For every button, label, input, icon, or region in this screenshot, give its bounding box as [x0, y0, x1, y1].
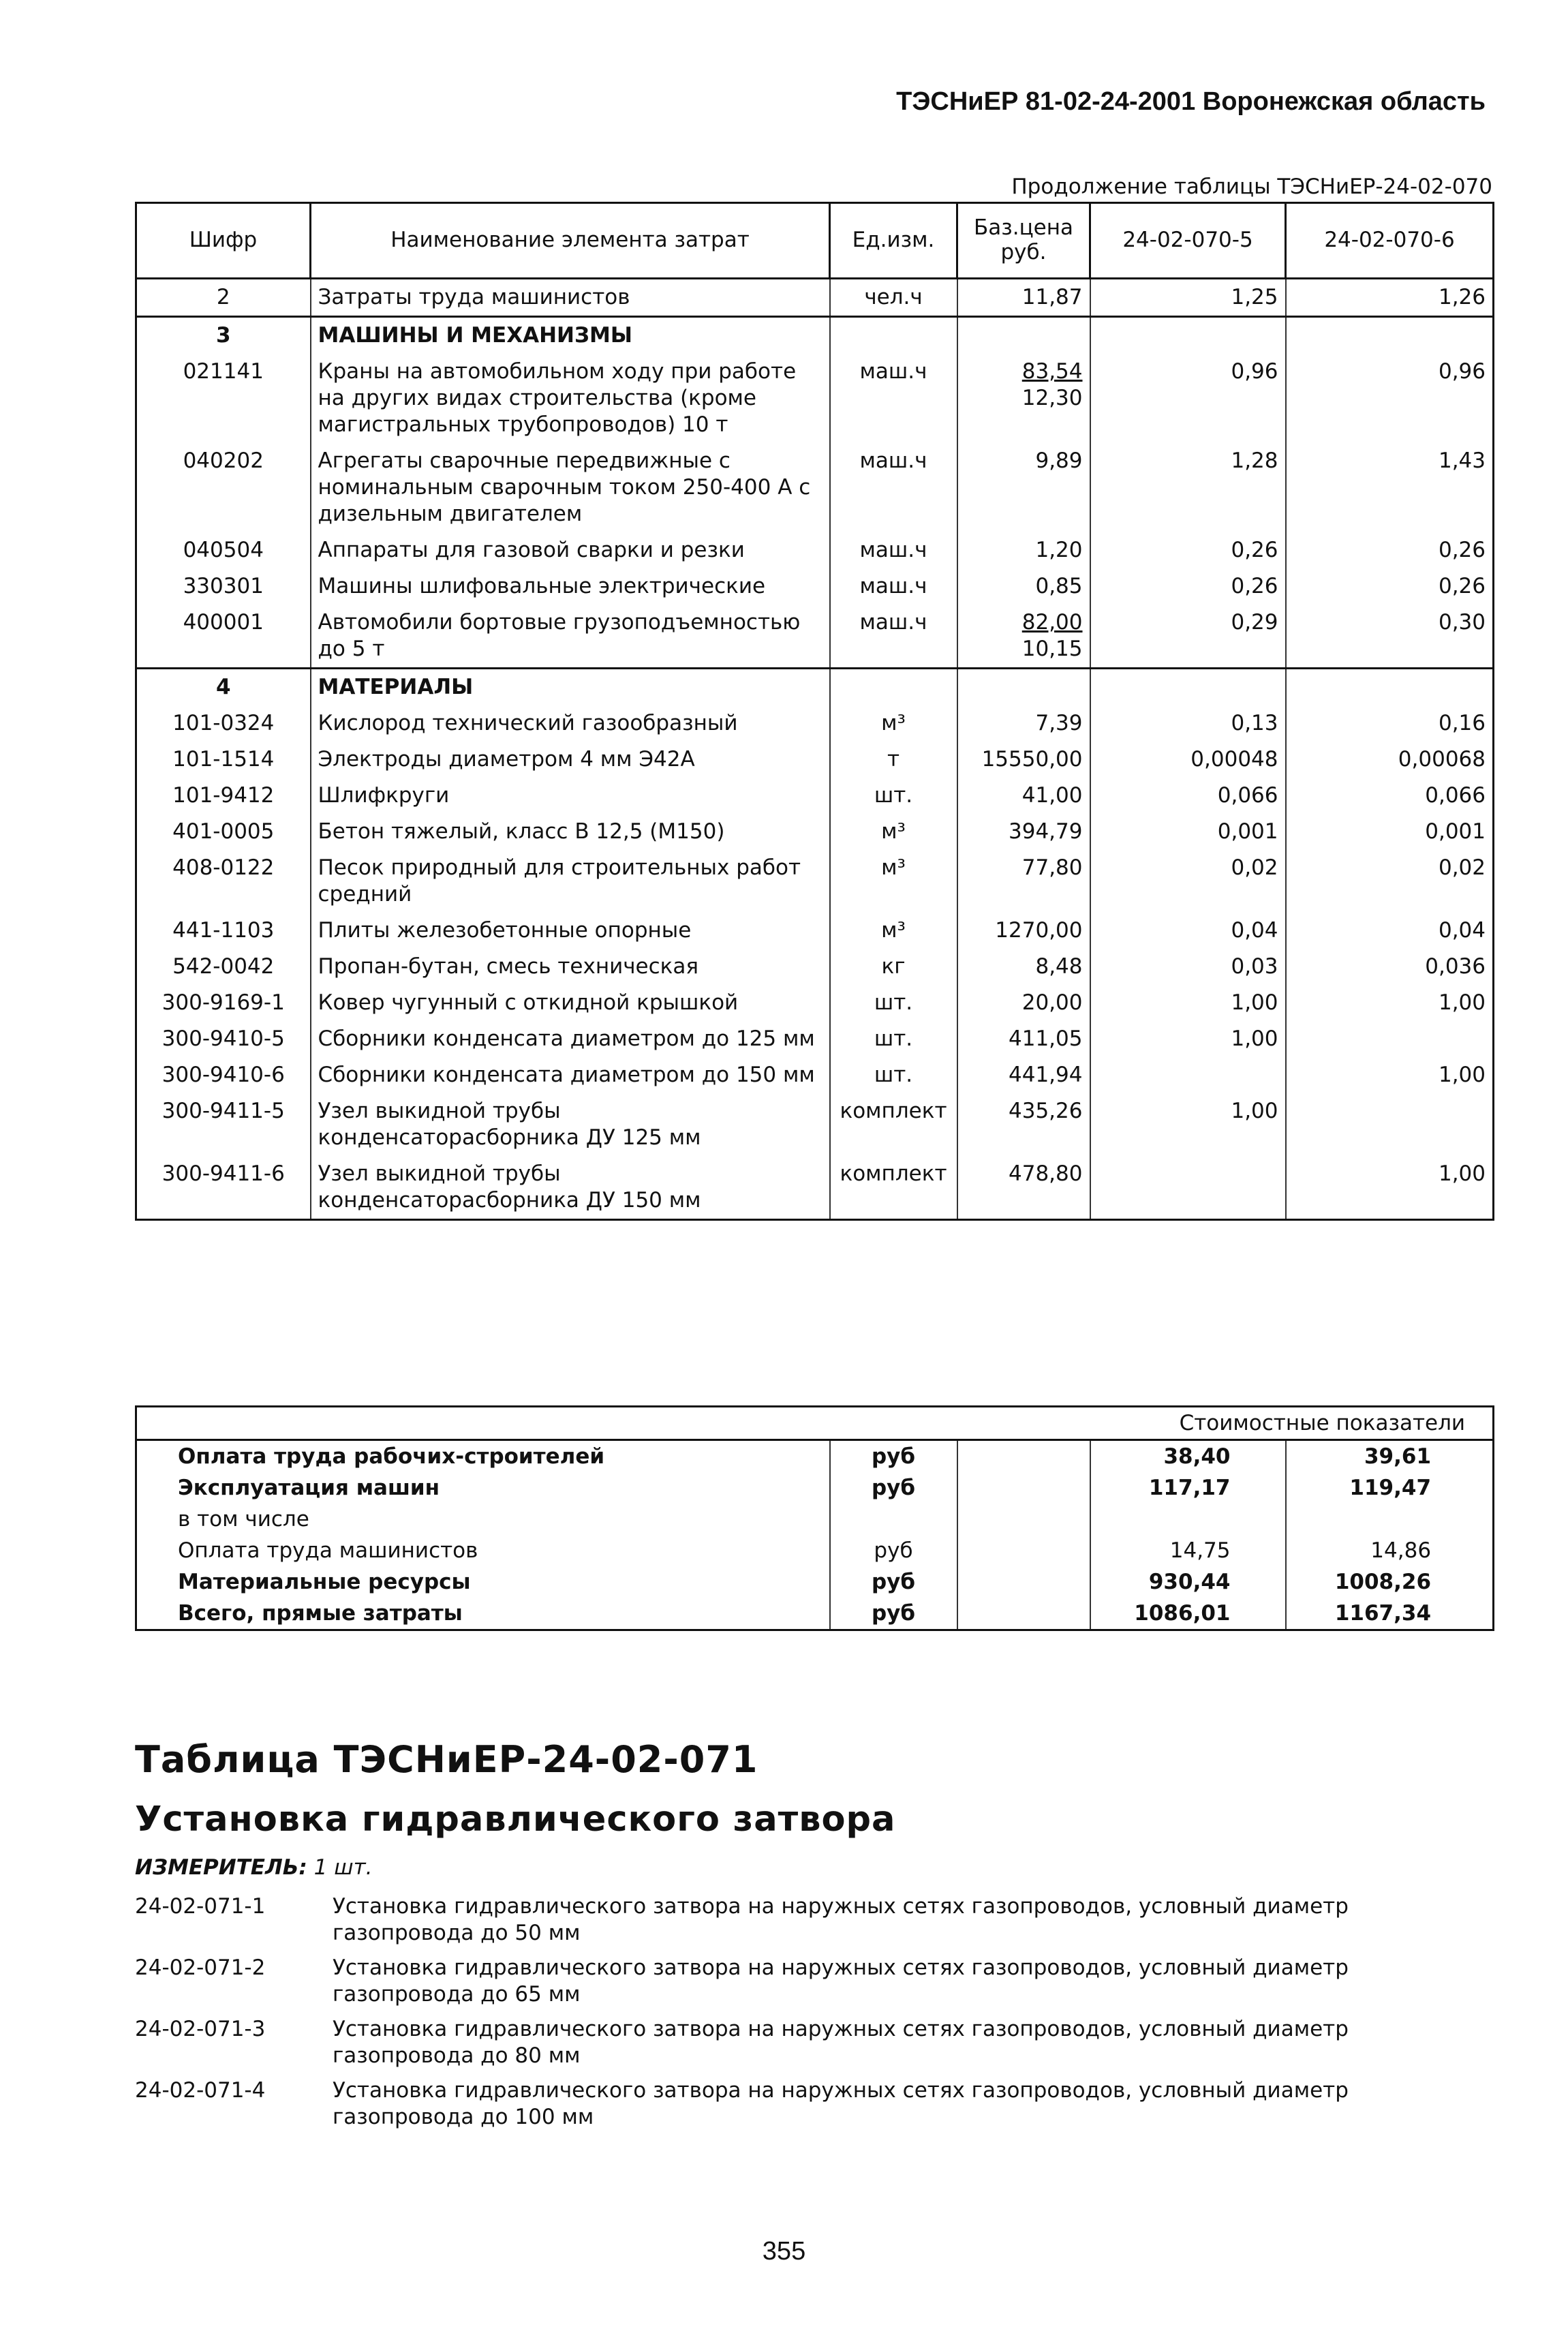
table-continuation-label: Продолжение таблицы ТЭСНиЕР-24-02-070 — [1011, 174, 1492, 199]
price-value: 1,20 — [1035, 538, 1083, 562]
cell-070-5: 0,26 — [1090, 568, 1286, 605]
meter-value: 1 шт. — [313, 1855, 373, 1880]
page-header-title: ТЭСНиЕР 81-02-24-2001 Воронежская область — [896, 87, 1486, 116]
price-value: 77,80 — [1021, 855, 1083, 880]
table-row — [136, 605, 1494, 669]
next-table-subtitle: Установка гидравлического затвора — [135, 1799, 896, 1840]
cell-unit: маш.ч — [830, 443, 957, 532]
summary-unit: руб — [830, 1598, 957, 1630]
cell-code: 021141 — [136, 354, 311, 443]
cell-070-5 — [1090, 1057, 1286, 1093]
cell-name: Узел выкидной трубы конденсаторасборника ДУ 125 мм — [311, 1093, 830, 1156]
cell-070-6 — [1286, 317, 1494, 354]
table-row — [136, 705, 1494, 742]
cell-code: 4 — [136, 669, 311, 706]
summary-row — [136, 1566, 1494, 1598]
cell-price — [957, 279, 1090, 317]
cell-unit: маш.ч — [830, 354, 957, 443]
cell-070-5: 0,13 — [1090, 705, 1286, 742]
work-items-list — [135, 1893, 1492, 2139]
summary-070-5: 14,75 — [1090, 1535, 1286, 1566]
cell-code: 300-9411-6 — [136, 1156, 311, 1220]
price-value: 435,26 — [1009, 1099, 1083, 1123]
summary-070-6: 119,47 — [1286, 1472, 1494, 1504]
item-text: Установка гидравлического затвора на наружных сетях газопроводов, условный диаметр газопровода до 100 мм — [333, 2078, 1349, 2129]
column-header-code: Шифр — [136, 203, 311, 279]
summary-070-6 — [1286, 1504, 1494, 1535]
cell-name: Машины шлифовальные электрические — [311, 568, 830, 605]
cell-name: Агрегаты сварочные передвижные с номинальным сварочным током 250-400 А с дизельным двигателем — [311, 443, 830, 532]
cell-price — [957, 913, 1090, 949]
price-value: 82,00 — [1021, 610, 1083, 635]
next-table-title: Таблица ТЭСНиЕР-24-02-071 — [135, 1738, 758, 1781]
cell-070-6: 1,43 — [1286, 443, 1494, 532]
cell-unit: маш.ч — [830, 605, 957, 669]
cell-070-6: 0,066 — [1286, 778, 1494, 814]
table-row — [136, 669, 1494, 706]
price-value-secondary: 12,30 — [1021, 386, 1083, 410]
list-item — [135, 1955, 1492, 2008]
table-row — [136, 532, 1494, 568]
cell-unit: м³ — [830, 814, 957, 850]
cell-name: Краны на автомобильном ходу при работе на других видах строительства (кроме магистральных трубопроводов) 10 т — [311, 354, 830, 443]
cell-code: 330301 — [136, 568, 311, 605]
cell-price — [957, 949, 1090, 985]
cell-name: Аппараты для газовой сварки и резки — [311, 532, 830, 568]
cell-code: 300-9169-1 — [136, 985, 311, 1021]
cell-unit — [830, 669, 957, 706]
cell-price — [957, 814, 1090, 850]
summary-label: Оплата труда машинистов — [136, 1535, 830, 1566]
cell-070-5: 0,001 — [1090, 814, 1286, 850]
cell-price — [957, 705, 1090, 742]
cell-name: Шлифкруги — [311, 778, 830, 814]
cell-070-6 — [1286, 1021, 1494, 1057]
cell-070-5: 0,96 — [1090, 354, 1286, 443]
summary-unit: руб — [830, 1535, 957, 1566]
summary-label: Оплата труда рабочих-строителей — [136, 1440, 830, 1473]
cell-070-6 — [1286, 1093, 1494, 1156]
meter-label: ИЗМЕРИТЕЛЬ: — [135, 1855, 307, 1880]
cell-code: 441-1103 — [136, 913, 311, 949]
summary-label: Материальные ресурсы — [136, 1566, 830, 1598]
cell-unit: шт. — [830, 778, 957, 814]
table-row — [136, 985, 1494, 1021]
cell-name: МАШИНЫ И МЕХАНИЗМЫ — [311, 317, 830, 354]
column-header-070-6: 24-02-070-6 — [1286, 203, 1494, 279]
cell-name: Ковер чугунный с откидной крышкой — [311, 985, 830, 1021]
summary-070-6: 14,86 — [1286, 1535, 1494, 1566]
table-row — [136, 1021, 1494, 1057]
price-value: 394,79 — [1009, 819, 1083, 844]
summary-070-6: 1008,26 — [1286, 1566, 1494, 1598]
cell-name: Узел выкидной трубы конденсаторасборника ДУ 150 мм — [311, 1156, 830, 1220]
cell-price — [957, 354, 1090, 443]
list-item — [135, 2016, 1492, 2069]
table-row — [136, 317, 1494, 354]
cell-070-5: 0,02 — [1090, 850, 1286, 913]
cell-code: 101-0324 — [136, 705, 311, 742]
table-row — [136, 1156, 1494, 1220]
table-header-row — [136, 203, 1494, 279]
item-text: Установка гидравлического затвора на наружных сетях газопроводов, условный диаметр газопровода до 65 мм — [333, 1955, 1349, 2007]
cell-name: Сборники конденсата диаметром до 125 мм — [311, 1021, 830, 1057]
column-header-unit: Ед.изм. — [830, 203, 957, 279]
cell-unit — [830, 317, 957, 354]
summary-price-empty — [957, 1598, 1090, 1630]
summary-price-empty — [957, 1566, 1090, 1598]
summary-label: Всего, прямые затраты — [136, 1598, 830, 1630]
cell-unit: шт. — [830, 985, 957, 1021]
cell-unit: шт. — [830, 1057, 957, 1093]
cell-name: Затраты труда машинистов — [311, 279, 830, 317]
cell-070-5: 1,28 — [1090, 443, 1286, 532]
summary-row — [136, 1504, 1494, 1535]
price-value: 1270,00 — [995, 918, 1083, 943]
summary-price-empty — [957, 1440, 1090, 1473]
cell-070-6: 0,30 — [1286, 605, 1494, 669]
cell-code: 401-0005 — [136, 814, 311, 850]
price-value: 83,54 — [1021, 359, 1083, 384]
table-row — [136, 850, 1494, 913]
cell-070-5: 0,066 — [1090, 778, 1286, 814]
cell-070-6: 1,00 — [1286, 1057, 1494, 1093]
cell-070-5: 1,00 — [1090, 1093, 1286, 1156]
cell-name: Бетон тяжелый, класс В 12,5 (М150) — [311, 814, 830, 850]
cell-070-5 — [1090, 1156, 1286, 1220]
cell-unit: комплект — [830, 1156, 957, 1220]
cell-price — [957, 317, 1090, 354]
summary-070-5 — [1090, 1504, 1286, 1535]
cell-unit: маш.ч — [830, 568, 957, 605]
price-value: 41,00 — [1021, 783, 1083, 808]
price-value: 15550,00 — [981, 747, 1083, 772]
list-item — [135, 2077, 1492, 2131]
cell-code: 2 — [136, 279, 311, 317]
cell-070-6: 0,036 — [1286, 949, 1494, 985]
cell-price — [957, 1057, 1090, 1093]
cell-070-5: 0,00048 — [1090, 742, 1286, 778]
summary-caption: Стоимостные показатели — [136, 1407, 1494, 1440]
cell-price — [957, 850, 1090, 913]
summary-unit: руб — [830, 1440, 957, 1473]
page-number: 355 — [762, 2237, 806, 2266]
cell-name: МАТЕРИАЛЫ — [311, 669, 830, 706]
cell-unit: маш.ч — [830, 532, 957, 568]
item-code: 24-02-071-1 — [135, 1894, 266, 1919]
cell-code: 101-1514 — [136, 742, 311, 778]
cell-price — [957, 1156, 1090, 1220]
cell-070-6: 0,16 — [1286, 705, 1494, 742]
summary-unit: руб — [830, 1566, 957, 1598]
cell-code: 3 — [136, 317, 311, 354]
cell-070-6: 0,02 — [1286, 850, 1494, 913]
cell-070-6: 1,00 — [1286, 985, 1494, 1021]
cell-070-5: 1,00 — [1090, 985, 1286, 1021]
table-row — [136, 1057, 1494, 1093]
column-header-070-5: 24-02-070-5 — [1090, 203, 1286, 279]
cell-code: 542-0042 — [136, 949, 311, 985]
summary-unit — [830, 1504, 957, 1535]
cell-name: Автомобили бортовые грузоподъемностью до 5 т — [311, 605, 830, 669]
cell-code: 300-9411-5 — [136, 1093, 311, 1156]
table-row — [136, 814, 1494, 850]
summary-070-6: 39,61 — [1286, 1440, 1494, 1473]
cell-code: 040504 — [136, 532, 311, 568]
summary-price-empty — [957, 1504, 1090, 1535]
table-row — [136, 913, 1494, 949]
summary-row — [136, 1598, 1494, 1630]
cell-070-5: 0,03 — [1090, 949, 1286, 985]
cell-price — [957, 985, 1090, 1021]
table-row — [136, 949, 1494, 985]
cell-code: 300-9410-5 — [136, 1021, 311, 1057]
cost-table — [135, 202, 1494, 1221]
summary-row — [136, 1472, 1494, 1504]
cell-name: Пропан-бутан, смесь техническая — [311, 949, 830, 985]
cell-unit: кг — [830, 949, 957, 985]
price-value: 11,87 — [1021, 285, 1083, 309]
cell-070-6: 0,04 — [1286, 913, 1494, 949]
cell-unit: чел.ч — [830, 279, 957, 317]
cost-summary-table — [135, 1405, 1494, 1631]
item-code: 24-02-071-3 — [135, 2017, 266, 2041]
table-row — [136, 568, 1494, 605]
cell-unit: комплект — [830, 1093, 957, 1156]
cell-price — [957, 443, 1090, 532]
cell-070-5: 1,25 — [1090, 279, 1286, 317]
summary-070-5: 1086,01 — [1090, 1598, 1286, 1630]
price-value: 411,05 — [1009, 1026, 1083, 1051]
cell-070-6: 1,26 — [1286, 279, 1494, 317]
table-row — [136, 279, 1494, 317]
price-value: 7,39 — [1035, 711, 1083, 735]
cell-070-5: 1,00 — [1090, 1021, 1286, 1057]
cell-070-6: 0,96 — [1286, 354, 1494, 443]
cell-code: 400001 — [136, 605, 311, 669]
cell-070-6: 0,26 — [1286, 532, 1494, 568]
cell-name: Песок природный для строительных работ средний — [311, 850, 830, 913]
cell-code: 040202 — [136, 443, 311, 532]
summary-caption-row — [136, 1407, 1494, 1440]
column-header-name: Наименование элемента затрат — [311, 203, 830, 279]
column-header-price: Баз.цена руб. — [957, 203, 1090, 279]
cell-price — [957, 778, 1090, 814]
price-value: 0,85 — [1035, 574, 1083, 598]
price-value: 20,00 — [1021, 990, 1083, 1015]
table-row — [136, 742, 1494, 778]
cell-price — [957, 605, 1090, 669]
item-code: 24-02-071-2 — [135, 1955, 266, 1980]
cell-070-5: 0,29 — [1090, 605, 1286, 669]
cell-name: Кислород технический газообразный — [311, 705, 830, 742]
summary-row — [136, 1440, 1494, 1473]
cell-070-6 — [1286, 669, 1494, 706]
cell-unit: т — [830, 742, 957, 778]
cell-name: Электроды диаметром 4 мм Э42А — [311, 742, 830, 778]
summary-070-5: 38,40 — [1090, 1440, 1286, 1473]
price-value-secondary: 10,15 — [1021, 637, 1083, 661]
cell-code: 300-9410-6 — [136, 1057, 311, 1093]
cell-price — [957, 532, 1090, 568]
table-row — [136, 1093, 1494, 1156]
summary-row — [136, 1535, 1494, 1566]
summary-price-empty — [957, 1535, 1090, 1566]
summary-070-5: 930,44 — [1090, 1566, 1286, 1598]
summary-label: в том числе — [136, 1504, 830, 1535]
item-code: 24-02-071-4 — [135, 2078, 266, 2103]
cell-070-6: 0,00068 — [1286, 742, 1494, 778]
cell-070-6: 1,00 — [1286, 1156, 1494, 1220]
item-text: Установка гидравлического затвора на наружных сетях газопроводов, условный диаметр газопровода до 80 мм — [333, 2017, 1349, 2068]
cell-code: 408-0122 — [136, 850, 311, 913]
cell-unit: м³ — [830, 705, 957, 742]
cell-price — [957, 568, 1090, 605]
cell-name: Плиты железобетонные опорные — [311, 913, 830, 949]
item-text: Установка гидравлического затвора на наружных сетях газопроводов, условный диаметр газопровода до 50 мм — [333, 1894, 1349, 1945]
cell-070-5: 0,26 — [1090, 532, 1286, 568]
cell-070-5: 0,04 — [1090, 913, 1286, 949]
price-value: 9,89 — [1035, 448, 1083, 473]
cell-price — [957, 1021, 1090, 1057]
cell-unit: м³ — [830, 913, 957, 949]
price-value: 478,80 — [1009, 1161, 1083, 1186]
summary-unit: руб — [830, 1472, 957, 1504]
summary-label: Эксплуатация машин — [136, 1472, 830, 1504]
cell-code: 101-9412 — [136, 778, 311, 814]
cell-price — [957, 1093, 1090, 1156]
cell-price — [957, 742, 1090, 778]
cell-name: Сборники конденсата диаметром до 150 мм — [311, 1057, 830, 1093]
price-value: 8,48 — [1035, 954, 1083, 979]
table-row — [136, 354, 1494, 443]
cell-070-5 — [1090, 669, 1286, 706]
cell-price — [957, 669, 1090, 706]
cell-unit: м³ — [830, 850, 957, 913]
summary-price-empty — [957, 1472, 1090, 1504]
cell-070-6: 0,001 — [1286, 814, 1494, 850]
table-row — [136, 778, 1494, 814]
price-value: 441,94 — [1009, 1063, 1083, 1087]
cell-070-6: 0,26 — [1286, 568, 1494, 605]
cell-070-5 — [1090, 317, 1286, 354]
summary-070-6: 1167,34 — [1286, 1598, 1494, 1630]
cell-unit: шт. — [830, 1021, 957, 1057]
table-row — [136, 443, 1494, 532]
list-item — [135, 1893, 1492, 1947]
meter-line — [135, 1855, 372, 1880]
summary-070-5: 117,17 — [1090, 1472, 1286, 1504]
